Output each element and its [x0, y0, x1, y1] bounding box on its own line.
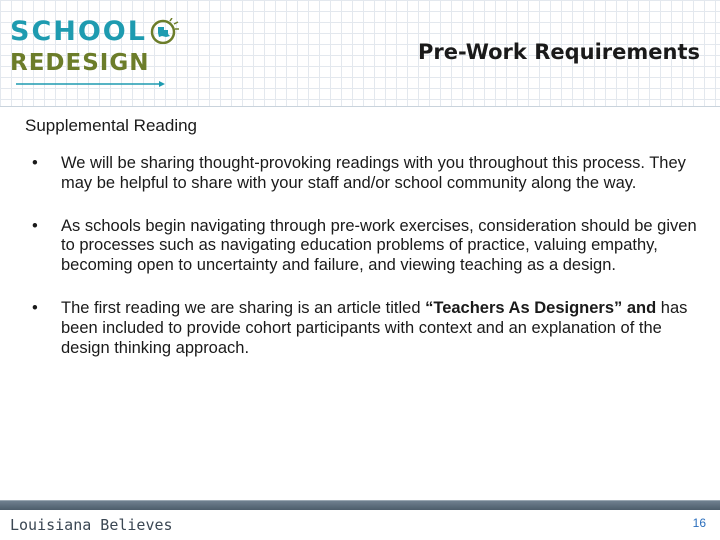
- page-number: 16: [692, 516, 706, 530]
- logo-arrow-icon: [16, 80, 166, 88]
- bullet-text-bold: “Teachers As Designers” and: [425, 298, 657, 317]
- footer-band: [0, 500, 720, 510]
- logo-line-redesign: REDESIGN: [10, 50, 150, 76]
- bullet-text: We will be sharing thought-provoking readings with you throughout this process. They may be helpful to share with your staff and/or school community along the way.: [61, 154, 686, 192]
- footer-brand: Louisiana Believes: [10, 516, 173, 534]
- bullet-text: As schools begin navigating through pre-work exercises, consideration should be given to processes such as navigating education problems of practice, valuing empathy, becoming open to uncertainty and failure, and viewing teaching as a design.: [61, 216, 697, 275]
- bullet-text-before: The first reading we are sharing is an article titled: [61, 298, 426, 317]
- header-divider: [0, 106, 720, 107]
- bullet-item: [30, 154, 698, 194]
- logo-line-school: SCHOOL: [10, 16, 147, 47]
- bullet-text-after: has been included to provide cohort participants with context and an explanation of the design thinking approach.: [61, 298, 688, 357]
- bullet-dot-icon: •: [32, 216, 38, 235]
- louisiana-state-icon: [150, 18, 180, 44]
- section-heading: Supplemental Reading: [25, 116, 198, 135]
- bullet-item: [30, 217, 698, 276]
- bullet-dot-icon: •: [32, 154, 38, 172]
- slide-title: Pre-Work Requirements: [417, 40, 700, 64]
- bullet-list: [30, 154, 698, 381]
- bullet-dot-icon: •: [32, 298, 38, 317]
- school-redesign-logo: [10, 12, 185, 78]
- bullet-item: [30, 299, 698, 358]
